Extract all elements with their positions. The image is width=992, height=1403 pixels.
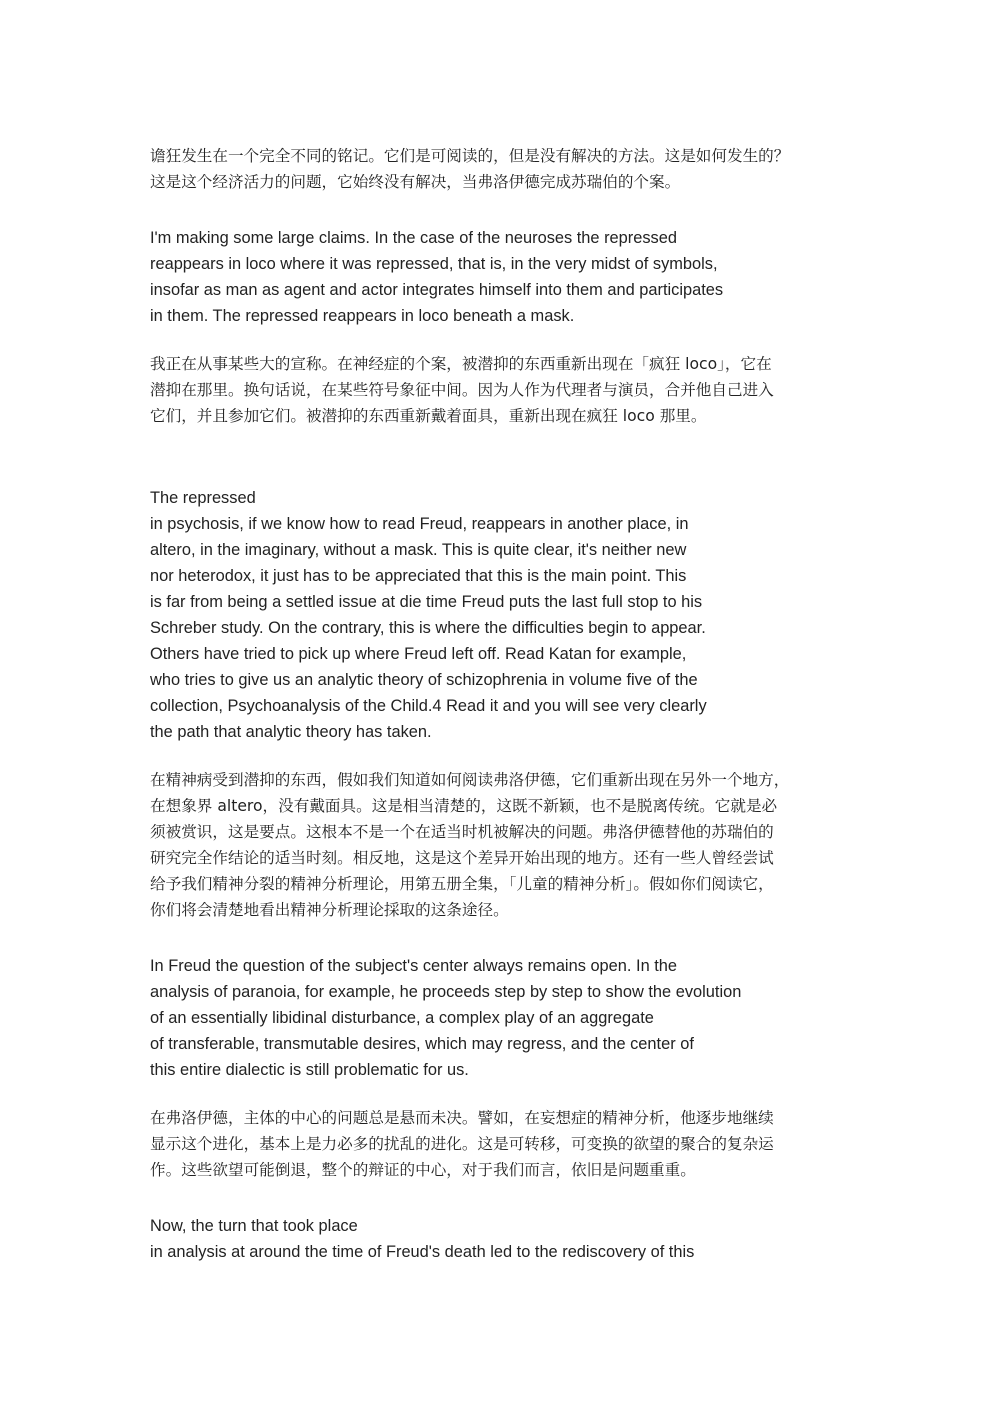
paragraph-en-2 [150, 485, 707, 745]
text-line: in psychosis, if we know how to read Freud, reappears in another place, in [150, 515, 689, 533]
text-line: The repressed [150, 489, 256, 507]
text-line: 它们，并且参加它们。被潜抑的东西重新戴着面具，重新出现在疯狂 loco 那里。 [150, 407, 707, 425]
text-line: 潜抑在那里。换句话说，在某些符号象征中间。因为人作为代理者与演员，合并他自己进入 [150, 381, 774, 399]
text-line: 你们将会清楚地看出精神分析理论採取的这条途径。 [150, 901, 509, 919]
text-line: 在想象界 altero，没有戴面具。这是相当清楚的，这既不新颖，也不是脱离传统。它就是必 [150, 797, 778, 815]
text-line: in them. The repressed reappears in loco beneath a mask. [150, 307, 575, 325]
text-line: reappears in loco where it was repressed, that is, in the very midst of symbols, [150, 255, 718, 273]
text-line: nor heterodox, it just has to be appreciated that this is the main point. This [150, 567, 687, 585]
text-line: 研究完全作结论的适当时刻。相反地，这是这个差异开始出现的地方。还有一些人曾经尝试 [150, 849, 774, 867]
text-line: altero, in the imaginary, without a mask. This is quite clear, it's neither new [150, 541, 687, 559]
text-line: is far from being a settled issue at die time Freud puts the last full stop to his [150, 593, 703, 611]
paragraph-en-3 [150, 953, 741, 1083]
text-line: who tries to give us an analytic theory of schizophrenia in volume five of the [150, 671, 698, 689]
paragraph-en-4 [150, 1213, 694, 1265]
text-line: 这是这个经济活力的问题，它始终没有解决，当弗洛伊德完成苏瑞伯的个案。 [150, 173, 681, 191]
text-line: insofar as man as agent and actor integrates himself into them and participates [150, 281, 724, 299]
text-line: Now, the turn that took place [150, 1217, 358, 1235]
text-line: of an essentially libidinal disturbance, a complex play of an aggregate [150, 1009, 654, 1027]
text-line: 给予我们精神分裂的精神分析理论，用第五册全集，「儿童的精神分析」。假如你们阅读它， [150, 875, 774, 893]
text-line: the path that analytic theory has taken. [150, 723, 432, 741]
text-line: Schreber study. On the contrary, this is where the difficulties begin to appear. [150, 619, 706, 637]
text-line: of transferable, transmutable desires, which may regress, and the center of [150, 1035, 694, 1053]
text-line: In Freud the question of the subject's center always remains open. In the [150, 957, 678, 975]
text-line: Others have tried to pick up where Freud left off. Read Katan for example, [150, 645, 687, 663]
text-line: 作。这些欲望可能倒退，整个的辩证的中心，对于我们而言，依旧是问题重重。 [150, 1161, 696, 1179]
paragraph-zh-1 [150, 143, 845, 195]
text-line: 谵狂发生在一个完全不同的铭记。它们是可阅读的，但是没有解决的方法。这是如何发生的？ [150, 147, 790, 165]
paragraph-zh-4 [150, 1105, 845, 1183]
text-line: 显示这个进化，基本上是力必多的扰乱的进化。这是可转移，可变换的欲望的聚合的复杂运 [150, 1135, 774, 1153]
text-line: collection, Psychoanalysis of the Child.4 Read it and you will see very clearly [150, 697, 707, 715]
text-line: I'm making some large claims. In the case of the neuroses the repressed [150, 229, 677, 247]
text-line: analysis of paranoia, for example, he proceeds step by step to show the evolution [150, 983, 742, 1001]
paragraph-zh-3 [150, 767, 845, 923]
text-line: this entire dialectic is still problematic for us. [150, 1061, 469, 1079]
paragraph-zh-2 [150, 351, 845, 429]
text-line: in analysis at around the time of Freud's death led to the rediscovery of this [150, 1243, 695, 1261]
text-line: 我正在从事某些大的宣称。在神经症的个案，被潜抑的东西重新出现在「疯狂 loco」，它在 [150, 355, 772, 373]
paragraph-en-1 [150, 225, 723, 329]
text-line: 在精神病受到潜抑的东西，假如我们知道如何阅读弗洛伊德，它们重新出现在另外一个地方， [150, 771, 790, 789]
text-line: 须被赏识，这是要点。这根本不是一个在适当时机被解决的问题。弗洛伊德替他的苏瑞伯的 [150, 823, 774, 841]
text-line: 在弗洛伊德，主体的中心的问题总是悬而未决。譬如，在妄想症的精神分析，他逐步地继续 [150, 1109, 774, 1127]
